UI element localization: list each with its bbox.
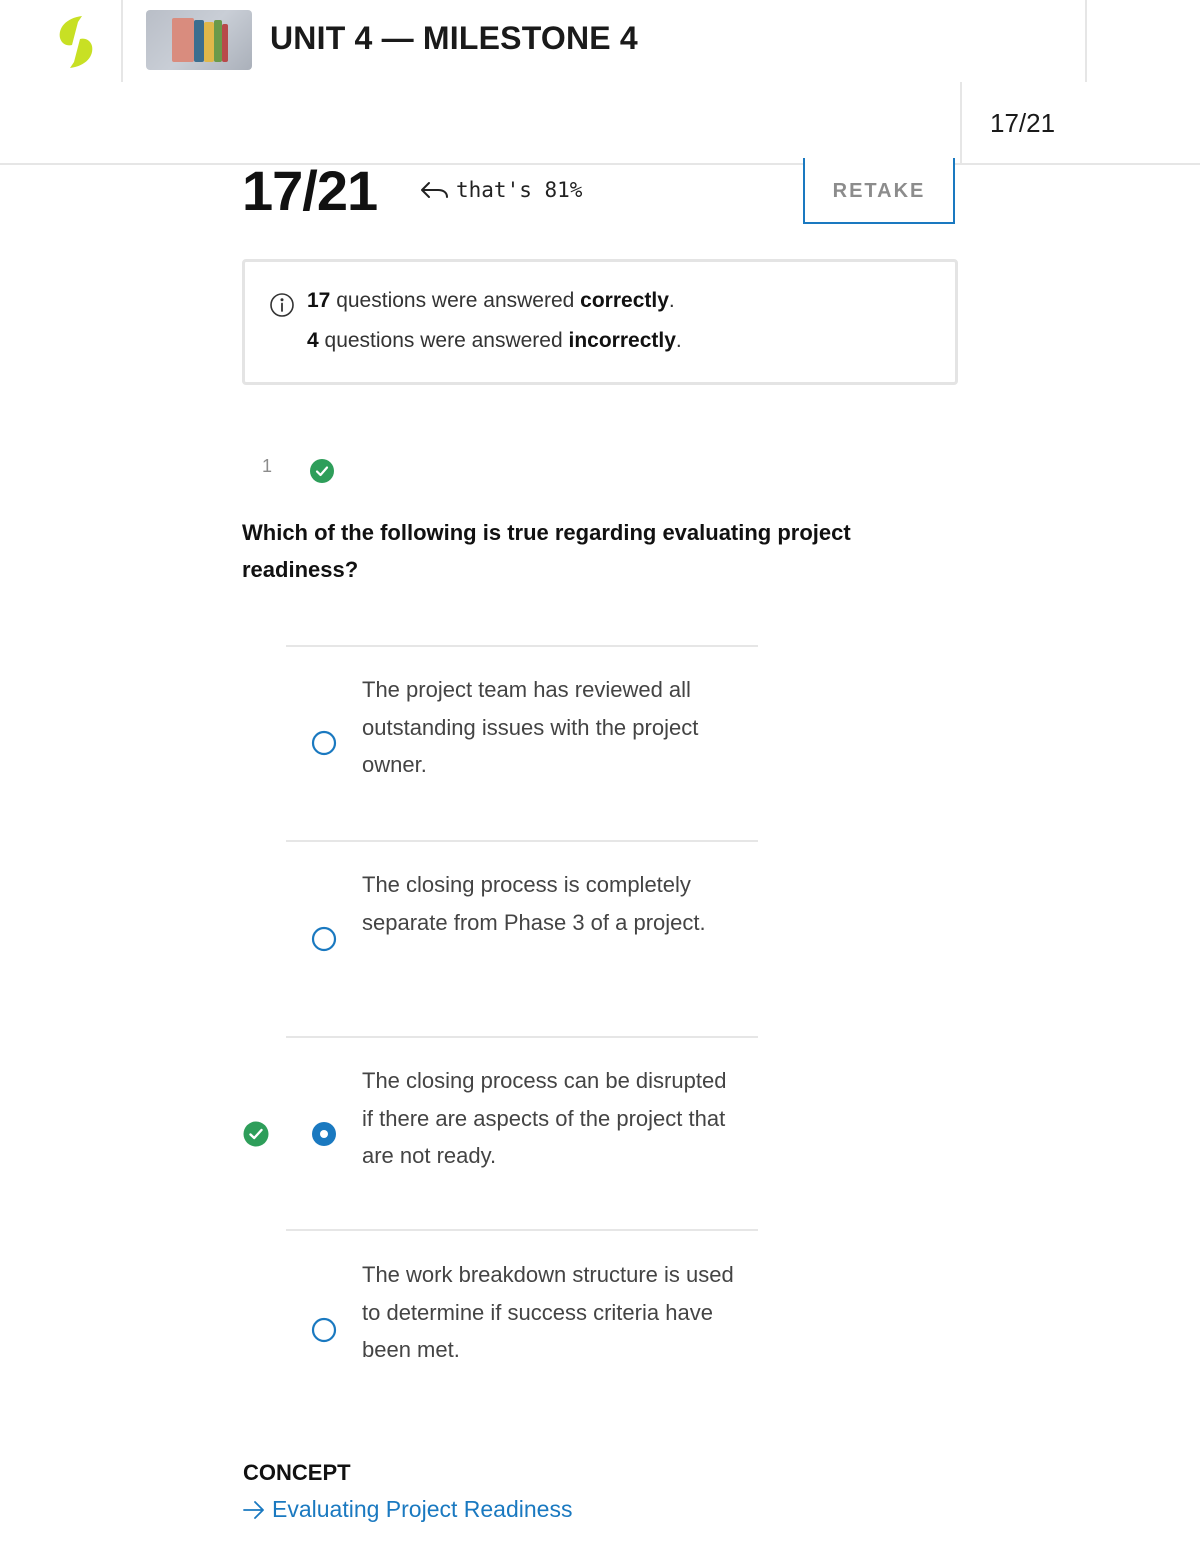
percent-note xyxy=(418,178,582,202)
answer-text: The project team has reviewed all outstanding issues with the project owner. xyxy=(362,677,699,777)
correct-text: questions were answered xyxy=(330,289,581,312)
answer-text: The closing process can be disrupted if there are aspects of the project that are not ready. xyxy=(362,1068,727,1168)
correct-word: correctly xyxy=(580,289,669,312)
page-title: UNIT 4 — MILESTONE 4 xyxy=(270,20,638,56)
radio-unselected-icon[interactable] xyxy=(311,926,337,952)
correct-check-icon xyxy=(309,458,335,484)
curved-arrow-icon xyxy=(418,178,450,202)
header-divider xyxy=(1085,0,1087,82)
answer-text: The work breakdown structure is used to determine if success criteria have been met. xyxy=(362,1262,734,1362)
question-number: 1 xyxy=(262,456,273,476)
option-divider xyxy=(286,1229,758,1231)
arrow-right-icon xyxy=(242,1499,266,1521)
retake-button[interactable]: RETAKE xyxy=(803,158,955,224)
incorrect-period: . xyxy=(675,329,682,352)
incorrect-text: questions were answered xyxy=(318,329,569,352)
concept-link[interactable] xyxy=(242,1496,572,1523)
header-divider xyxy=(121,0,123,82)
radio-unselected-icon[interactable] xyxy=(311,1317,337,1343)
percent-note-text: that's 81% xyxy=(456,178,583,202)
concept-label: CONCEPT xyxy=(243,1460,351,1485)
radio-unselected-icon[interactable] xyxy=(311,730,337,756)
correct-period: . xyxy=(668,289,675,312)
question-text: Which of the following is true regarding evaluating project readiness? xyxy=(242,520,851,582)
concept-link-text: Evaluating Project Readiness xyxy=(272,1496,573,1522)
info-icon xyxy=(269,292,295,318)
answer-text: The closing process is completely separate from Phase 3 of a project. xyxy=(362,872,706,935)
correct-answer-check-icon xyxy=(242,1120,270,1148)
incorrect-summary xyxy=(307,329,682,353)
course-thumbnail xyxy=(146,10,252,70)
incorrect-word: incorrectly xyxy=(568,329,676,352)
score-panel-divider xyxy=(960,82,962,164)
option-divider xyxy=(286,645,758,647)
option-divider xyxy=(286,840,758,842)
option-divider xyxy=(286,1036,758,1038)
sophia-logo-icon[interactable] xyxy=(52,12,100,72)
results-summary-box xyxy=(242,259,958,385)
header-score: 17/21 xyxy=(990,108,1056,138)
incorrect-count: 4 xyxy=(307,329,319,352)
correct-count: 17 xyxy=(307,289,331,312)
correct-summary xyxy=(307,289,675,313)
radio-selected-icon[interactable] xyxy=(311,1121,337,1147)
score-display: 17/21 xyxy=(242,159,378,222)
header-bottom-border xyxy=(0,163,1200,165)
